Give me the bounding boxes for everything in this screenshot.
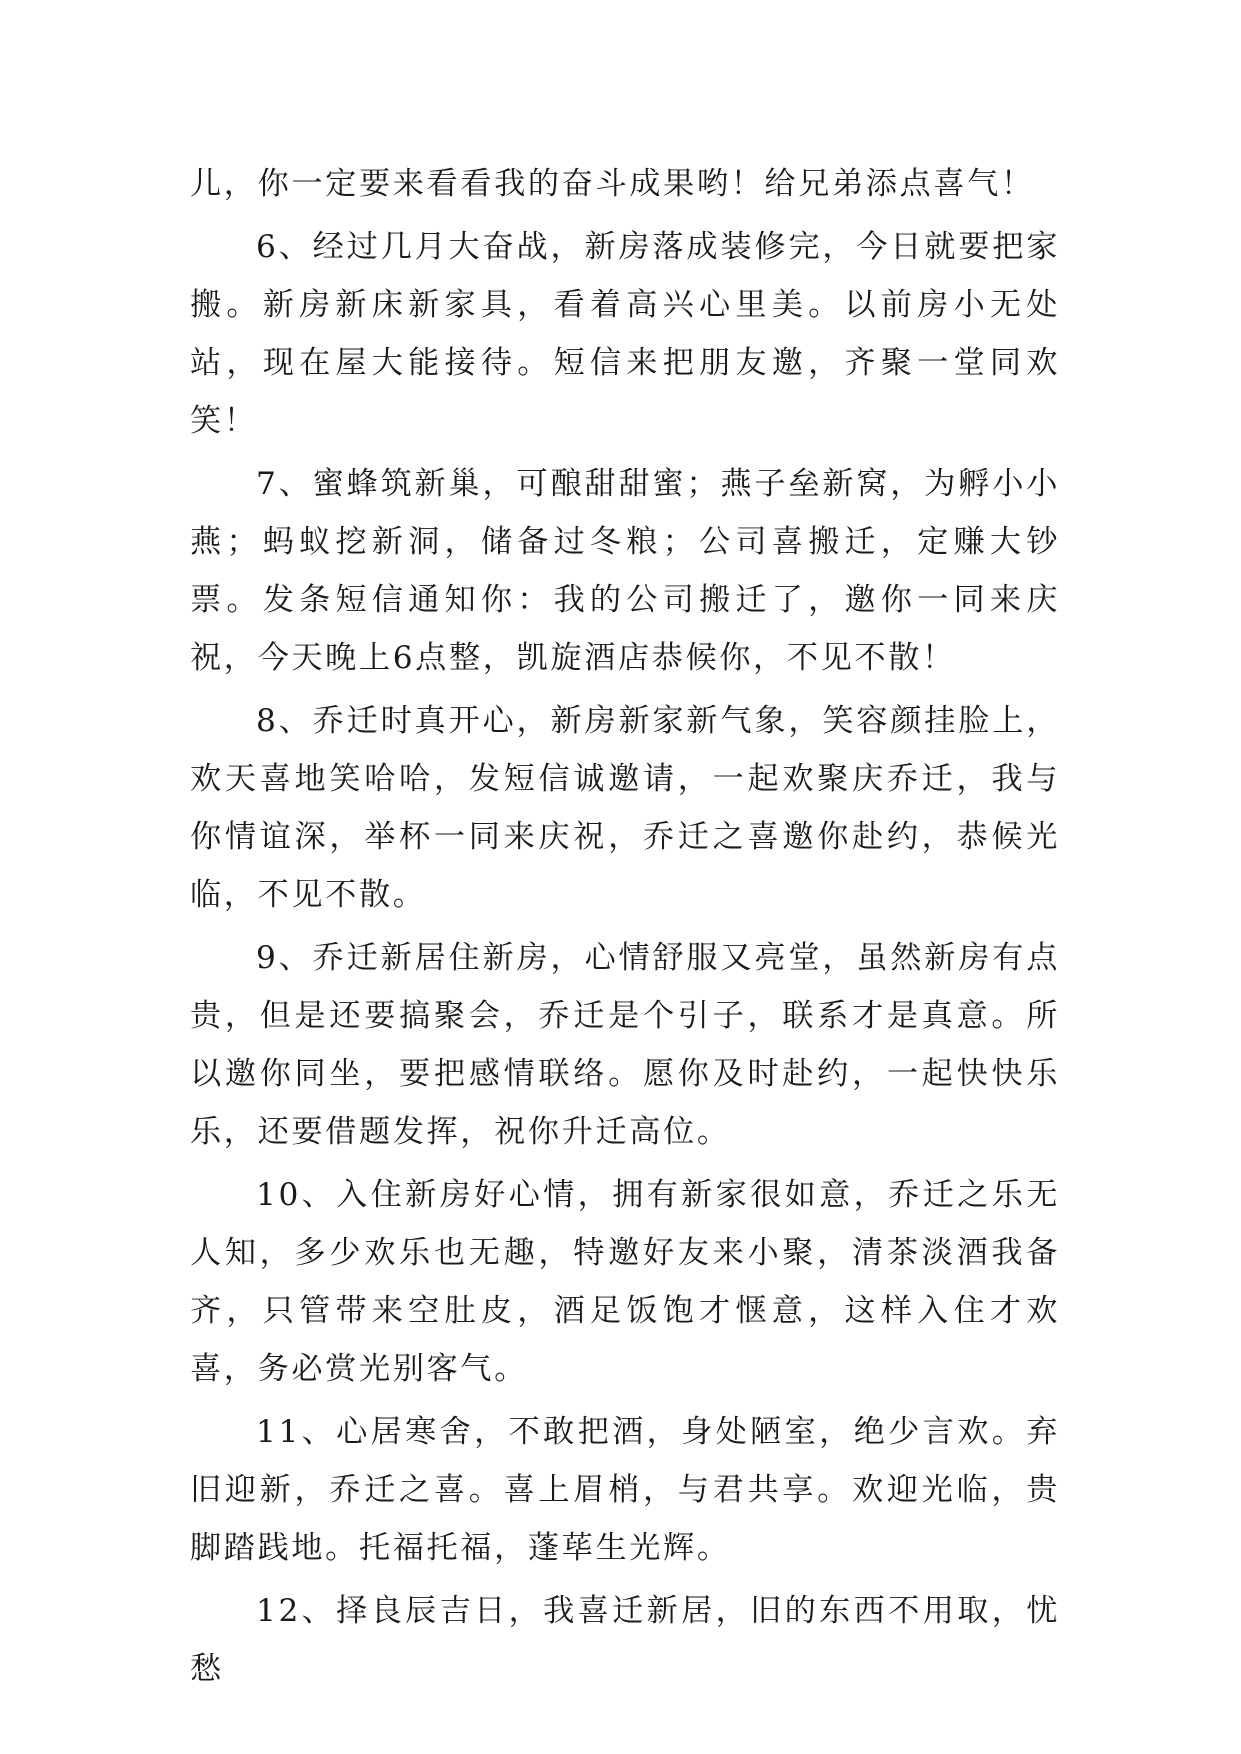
paragraph-item-9: 9、乔迁新居住新房，心情舒服又亮堂，虽然新房有点贵，但是还要搞聚会，乔迁是个引子，联系才是真意。所以邀你同坐，要把感情联络。愿你及时赴约，一起快快乐乐，还要借题发挥，祝你升迁高位。 xyxy=(190,940,1060,1150)
paragraph-item-11: 11、心居寒舍，不敢把酒，身处陋室，绝少言欢。弃旧迎新，乔迁之喜。喜上眉梢，与君共享。欢迎光临，贵脚踏践地。托福托福，蓬荜生光辉。 xyxy=(190,1414,1060,1566)
paragraph-item-6: 6、经过几月大奋战，新房落成装修完，今日就要把家搬。新房新床新家具，看着高兴心里美。以前房小无处站，现在屋大能接待。短信来把朋友邀，齐聚一堂同欢笑！ xyxy=(190,229,1060,439)
paragraph-item-8: 8、乔迁时真开心，新房新家新气象，笑容颜挂脸上，欢天喜地笑哈哈，发短信诚邀请，一起欢聚庆乔迁，我与你情谊深，举杯一同来庆祝，乔迁之喜邀你赴约，恭候光临，不见不散。 xyxy=(190,703,1060,913)
paragraph-item-10: 10、入住新房好心情，拥有新家很如意，乔迁之乐无人知，多少欢乐也无趣，特邀好友来小聚，清茶淡酒我备齐，只管带来空肚皮，酒足饭饱才惬意，这样入住才欢喜，务必赏光别客气。 xyxy=(190,1177,1060,1387)
document-page xyxy=(190,155,1060,1703)
paragraph-continuation: 儿，你一定要来看看我的奋斗成果哟！给兄弟添点喜气！ xyxy=(190,166,1035,202)
paragraph-item-12: 12、择良辰吉日，我喜迁新居，旧的东西不用取，忧愁 xyxy=(190,1593,1060,1687)
paragraph-item-7: 7、蜜蜂筑新巢，可酿甜甜蜜；燕子垒新窝，为孵小小燕；蚂蚁挖新洞，储备过冬粮；公司喜搬迁，定赚大钞票。发条短信通知你：我的公司搬迁了，邀你一同来庆祝，今天晚上6点整，凯旋酒店恭候你，不见不散！ xyxy=(190,466,1060,676)
